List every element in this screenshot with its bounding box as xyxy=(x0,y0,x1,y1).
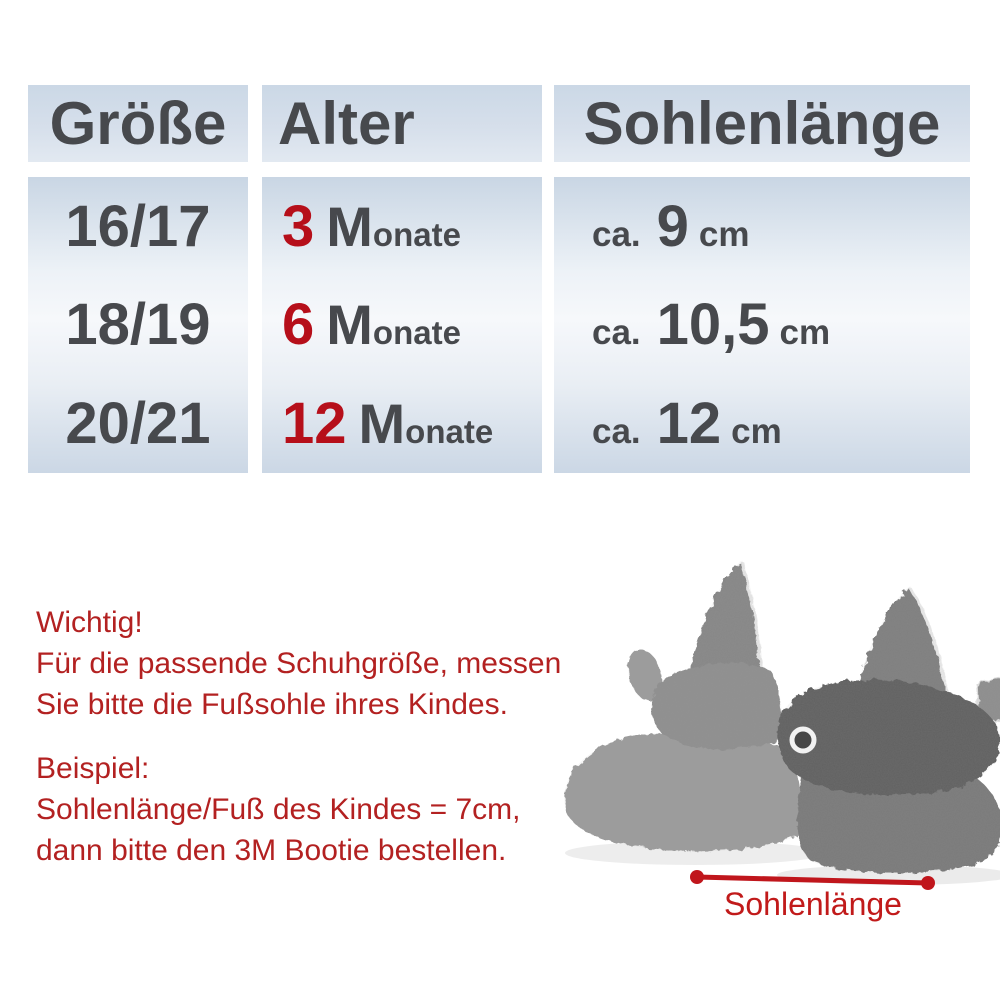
age-unit-rest: onate xyxy=(405,413,494,451)
header-size xyxy=(28,85,248,162)
sole-unit: cm xyxy=(779,313,831,353)
age-unit-rest: onate xyxy=(372,215,461,253)
header-sole-length xyxy=(554,85,970,162)
column-size-values xyxy=(28,177,248,473)
header-age xyxy=(262,85,542,162)
note-important-line2: Sie bitte die Fußsohle ihres Kindes. xyxy=(36,688,508,721)
age-line xyxy=(282,193,461,260)
sole-prefix: ca. xyxy=(592,313,641,353)
note-example-line2: dann bitte den 3M Bootie bestellen. xyxy=(36,834,507,867)
note-important-line1: Für die passende Schuhgröße, messen xyxy=(36,647,562,680)
header-sole-length-label: Sohlenlänge xyxy=(583,90,941,157)
size-value: 20/21 xyxy=(65,391,211,457)
age-unit-capital: M xyxy=(358,392,406,456)
column-sole-values xyxy=(554,177,970,473)
sole-prefix: ca. xyxy=(592,412,641,452)
sole-value: 12 xyxy=(656,391,722,457)
sole-line xyxy=(592,193,750,260)
note-example-title xyxy=(36,748,520,789)
booties-photo xyxy=(545,535,1000,895)
age-cell-row1 xyxy=(262,177,542,276)
note-important-title xyxy=(36,602,561,643)
size-value: 18/19 xyxy=(65,292,211,358)
note-important xyxy=(36,602,561,725)
sole-cell-row3 xyxy=(554,374,970,473)
age-unit-capital: M xyxy=(326,293,373,357)
sole-value: 9 xyxy=(656,193,689,259)
age-number: 6 xyxy=(282,292,315,358)
sole-prefix: ca. xyxy=(592,214,641,254)
header-age-label: Alter xyxy=(278,90,415,157)
header-size-label: Größe xyxy=(49,90,227,157)
age-number: 3 xyxy=(282,193,315,259)
sole-line xyxy=(592,390,782,457)
age-line xyxy=(282,390,493,457)
sole-unit: cm xyxy=(731,412,782,452)
age-cell-row3 xyxy=(262,374,542,473)
sole-unit: cm xyxy=(698,214,750,254)
sole-value: 10,5 xyxy=(656,292,770,358)
note-important-title-text: Wichtig! xyxy=(36,606,143,639)
note-example-title-text: Beispiel: xyxy=(36,752,150,785)
sole-cell-row1 xyxy=(554,177,970,276)
age-cell-row2 xyxy=(262,276,542,375)
size-value: 16/17 xyxy=(65,193,211,259)
sole-line xyxy=(592,291,830,358)
snap-button-detail xyxy=(792,729,814,751)
size-cell-row2 xyxy=(28,276,248,375)
size-cell-row3 xyxy=(28,374,248,473)
sole-measure-label: Sohlenlänge xyxy=(724,886,902,922)
size-cell-row1 xyxy=(28,177,248,276)
age-unit-rest: onate xyxy=(372,314,461,352)
note-example-line1: Sohlenlänge/Fuß des Kindes = 7cm, xyxy=(36,793,521,826)
note-example xyxy=(36,748,520,871)
age-unit-capital: M xyxy=(326,194,373,258)
age-number: 12 xyxy=(282,391,347,457)
column-age-values xyxy=(262,177,542,473)
age-line xyxy=(282,291,461,358)
sole-cell-row2 xyxy=(554,276,970,375)
